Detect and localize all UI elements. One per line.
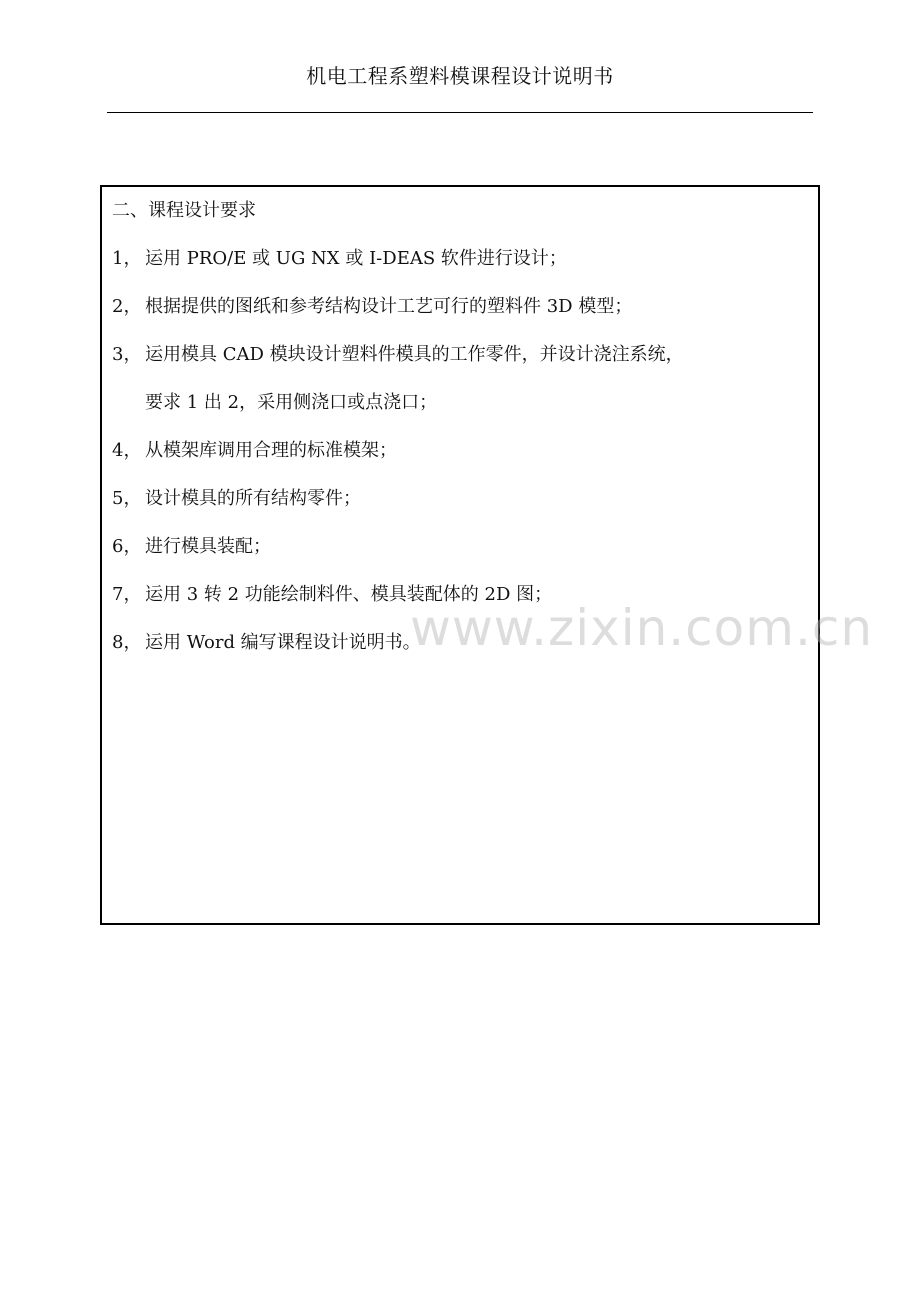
header-rule	[107, 112, 813, 113]
list-item-7	[112, 583, 812, 607]
item-text: 根据提供的图纸和参考结构设计工艺可行的塑料件 3D 模型；	[145, 296, 633, 317]
item-text: 进行模具装配；	[145, 536, 271, 557]
item-text: 运用模具 CAD 模块设计塑料件模具的工作零件，并设计浇注系统，	[145, 344, 684, 365]
item-number: 4，	[112, 440, 142, 461]
item-text-block	[145, 343, 812, 415]
item-text: 运用 3 转 2 功能绘制料件、模具装配体的 2D 图；	[145, 584, 553, 605]
item-number: 8，	[112, 632, 142, 653]
item-text: 从模架库调用合理的标准模架；	[145, 440, 397, 461]
list-item-1	[112, 247, 812, 271]
requirements-list	[112, 247, 812, 655]
list-item-5	[112, 487, 812, 511]
list-item-3	[112, 343, 812, 415]
requirements-box	[100, 185, 820, 925]
item-number: 1，	[112, 248, 142, 269]
item-text: 运用 PRO/E 或 UG NX 或 I-DEAS 软件进行设计；	[145, 248, 567, 269]
list-item-8	[112, 631, 812, 655]
section-title: 二、课程设计要求	[112, 200, 256, 221]
item-text: 设计模具的所有结构零件；	[145, 488, 361, 509]
item-text-continuation: 要求 1 出 2，采用侧浇口或点浇口；	[145, 392, 438, 413]
list-item-6	[112, 535, 812, 559]
item-number: 5，	[112, 488, 142, 509]
item-number: 3，	[112, 344, 142, 365]
watermark: www.zixin.com.cn	[410, 599, 874, 657]
requirements-content	[112, 199, 812, 679]
page-header: 机电工程系塑料模课程设计说明书	[306, 64, 614, 88]
item-text: 运用 Word 编写课程设计说明书。	[145, 632, 421, 653]
item-number: 2，	[112, 296, 142, 317]
item-number: 6，	[112, 536, 142, 557]
list-item-2	[112, 295, 812, 319]
item-number: 7，	[112, 584, 142, 605]
list-item-4	[112, 439, 812, 463]
